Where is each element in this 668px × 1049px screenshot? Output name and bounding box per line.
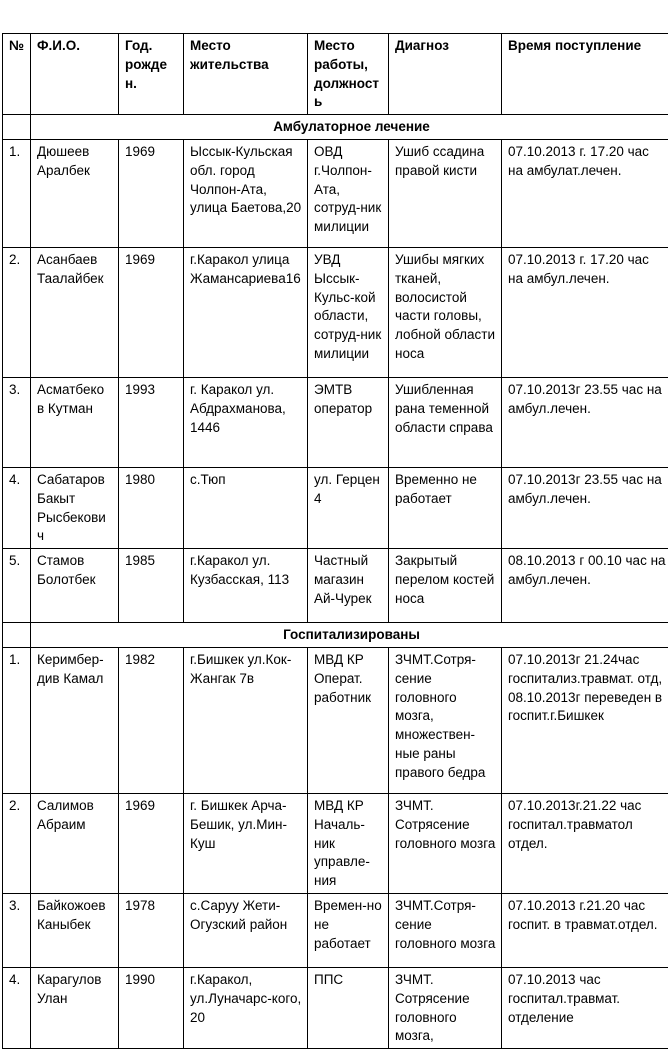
cell-fio: Байкожоев Каныбек: [31, 893, 119, 967]
cell-admission: 07.10.2013г.21.22 час госпитал.травматол отдел.: [502, 793, 668, 893]
table-row: [3, 377, 668, 467]
cell-admission: 07.10.2013 г. 17.20 час на амбул.лечен.: [502, 247, 668, 377]
cell-work: УВД Ыссык-Кульс-кой области, сотруд-ник милиции: [308, 247, 389, 377]
table-row: [3, 893, 668, 967]
cell-year: 1978: [119, 893, 184, 967]
cell-admission: 07.10.2013г 21.24час госпитализ.травмат. отд, 08.10.2013г переведен в госпит.г.Бишкек: [502, 647, 668, 793]
cell-year: 1969: [119, 139, 184, 247]
cell-work: ЭМТВ оператор: [308, 377, 389, 467]
cell-residence: г.Каракол улица Жамансариева16: [184, 247, 308, 377]
cell-fio: Керимбер-див Камал: [31, 647, 119, 793]
cell-num: 3.: [3, 893, 31, 967]
header-work: Место работы, должность: [308, 34, 389, 115]
cell-work: МВД КР Операт. работник: [308, 647, 389, 793]
section-blank-cell: [3, 623, 31, 648]
cell-diagnosis: ЗЧМТ.Сотря-сение головного мозга: [389, 893, 502, 967]
cell-fio: Сабатаров Бакыт Рысбекови ч: [31, 467, 119, 548]
cell-num: 3.: [3, 377, 31, 467]
header-admission: Время поступление: [502, 34, 668, 115]
cell-diagnosis: Временно не работает: [389, 467, 502, 548]
cell-year: 1990: [119, 967, 184, 1048]
section-title: Амбулаторное лечение: [31, 115, 668, 140]
header-fio: Ф.И.О.: [31, 34, 119, 115]
cell-year: 1969: [119, 793, 184, 893]
section-title: Госпитализированы: [31, 623, 668, 648]
cell-num: 5.: [3, 549, 31, 623]
cell-residence: г.Каракол ул. Кузбасская, 113: [184, 549, 308, 623]
cell-admission: 07.10.2013 г. 17.20 час на амбулат.лечен.: [502, 139, 668, 247]
cell-num: 2.: [3, 793, 31, 893]
cell-admission: 07.10.2013г 23.55 час на амбул.лечен.: [502, 377, 668, 467]
cell-year: 1982: [119, 647, 184, 793]
cell-residence: с.Сарyу Жети-Огузский район: [184, 893, 308, 967]
cell-work: ул. Герцен 4: [308, 467, 389, 548]
cell-diagnosis: Ушибы мягких тканей, волосистой части головы, лобной области носа: [389, 247, 502, 377]
cell-num: 1.: [3, 647, 31, 793]
cell-admission: 08.10.2013 г 00.10 час на амбул.лечен.: [502, 549, 668, 623]
cell-residence: с.Тюп: [184, 467, 308, 548]
section-row: [3, 115, 668, 140]
cell-admission: 07.10.2013г 23.55 час на амбул.лечен.: [502, 467, 668, 548]
cell-year: 1993: [119, 377, 184, 467]
cell-diagnosis: Закрытый перелом костей носа: [389, 549, 502, 623]
cell-admission: 07.10.2013 час госпитал.травмат. отделение: [502, 967, 668, 1048]
cell-admission: 07.10.2013 г.21.20 час госпит. в травмат.отдел.: [502, 893, 668, 967]
cell-year: 1969: [119, 247, 184, 377]
cell-diagnosis: Ушиб ссадина правой кисти: [389, 139, 502, 247]
table-row: [3, 549, 668, 623]
cell-residence: г.Бишкек ул.Кок-Жангак 7в: [184, 647, 308, 793]
cell-work: Времен-но не работает: [308, 893, 389, 967]
patients-table: [2, 33, 668, 1049]
cell-work: ОВД г.Чолпон-Ата, сотруд-ник милиции: [308, 139, 389, 247]
cell-diagnosis: ЗЧМТ. Сотрясение головного мозга,: [389, 967, 502, 1048]
table-row: [3, 967, 668, 1048]
cell-fio: Салимов Абраим: [31, 793, 119, 893]
cell-fio: Карагулов Улан: [31, 967, 119, 1048]
cell-residence: Ыссык-Кульская обл. город Чолпон-Ата, улица Баетова,20: [184, 139, 308, 247]
cell-num: 4.: [3, 967, 31, 1048]
cell-num: 2.: [3, 247, 31, 377]
cell-num: 1.: [3, 139, 31, 247]
cell-year: 1980: [119, 467, 184, 548]
header-residence: Место жительства: [184, 34, 308, 115]
cell-diagnosis: ЗЧМТ.Сотря-сение головного мозга, множествен-ные раны правого бедра: [389, 647, 502, 793]
section-row: [3, 623, 668, 648]
cell-num: 4.: [3, 467, 31, 548]
header-diagnosis: Диагноз: [389, 34, 502, 115]
header-year: Год. рожде н.: [119, 34, 184, 115]
section-blank-cell: [3, 115, 31, 140]
cell-diagnosis: ЗЧМТ. Сотрясение головного мозга: [389, 793, 502, 893]
header-row: [3, 34, 668, 115]
table-row: [3, 793, 668, 893]
cell-fio: Стамов Болотбек: [31, 549, 119, 623]
cell-work: Частный магазин Ай-Чурек: [308, 549, 389, 623]
header-num: №: [3, 34, 31, 115]
cell-fio: Асанбаев Таалайбек: [31, 247, 119, 377]
table-row: [3, 139, 668, 247]
cell-fio: Дюшеев Аралбек: [31, 139, 119, 247]
cell-residence: г.Каракол, ул.Луначарс-кого, 20: [184, 967, 308, 1048]
table-row: [3, 467, 668, 548]
cell-diagnosis: Ушибленная рана теменной области справа: [389, 377, 502, 467]
cell-residence: г. Бишкек Арча-Бешик, ул.Мин-Куш: [184, 793, 308, 893]
cell-work: МВД КР Началь-ник управле-ния: [308, 793, 389, 893]
cell-fio: Асматбеко в Кутман: [31, 377, 119, 467]
cell-year: 1985: [119, 549, 184, 623]
table-row: [3, 647, 668, 793]
table-row: [3, 247, 668, 377]
cell-work: ППС: [308, 967, 389, 1048]
cell-residence: г. Каракол ул. Абдрахманова, 1446: [184, 377, 308, 467]
